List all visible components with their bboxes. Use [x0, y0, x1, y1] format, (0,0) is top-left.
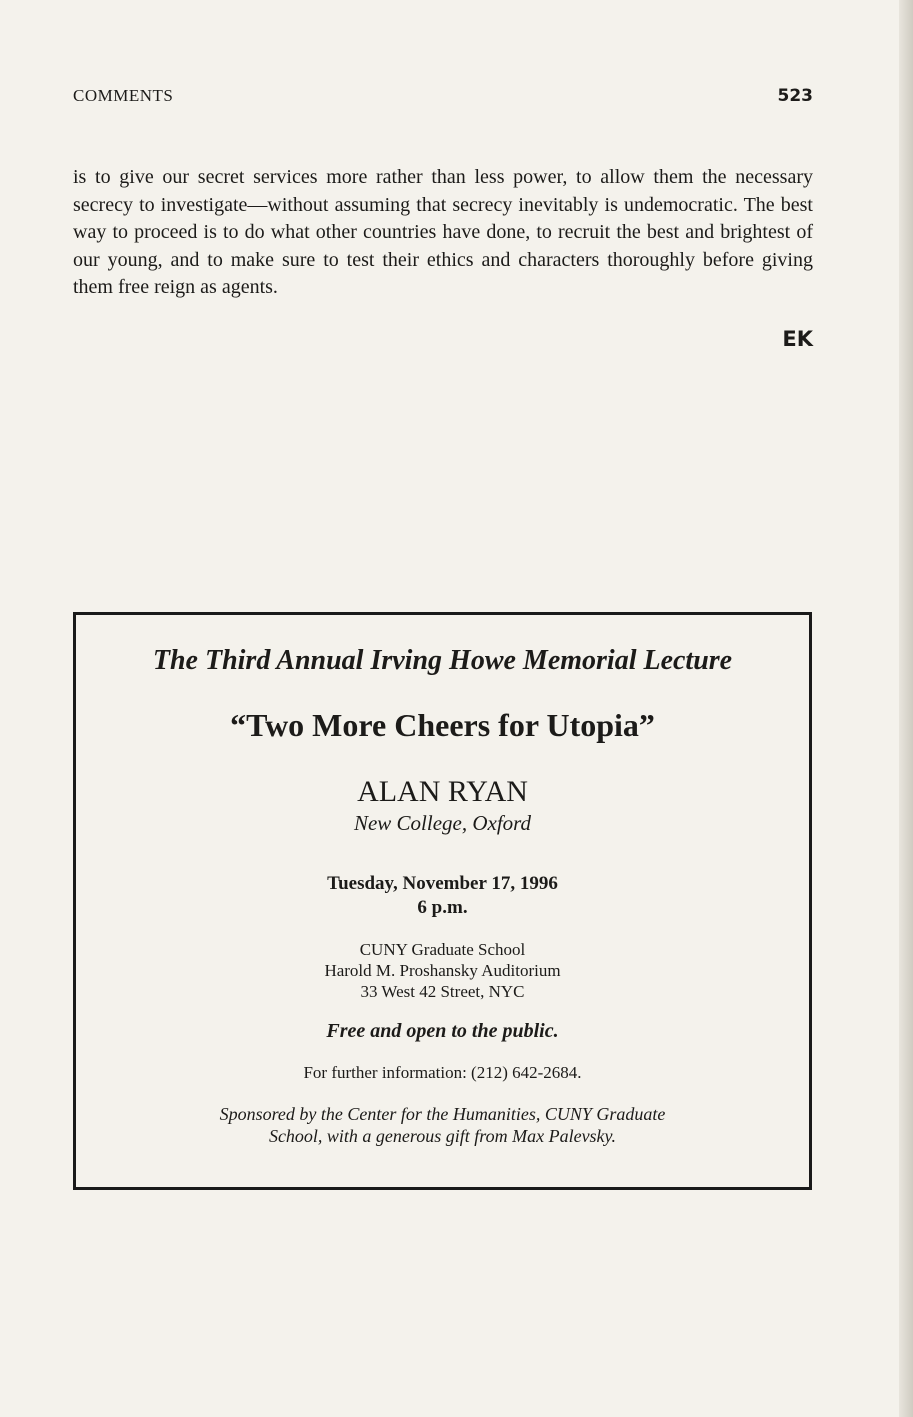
venue-line: Harold M. Proshansky Auditorium	[324, 961, 561, 980]
running-head: COMMENTS	[73, 86, 174, 105]
speaker-name: ALAN RYAN	[357, 775, 528, 808]
speaker-affiliation: New College, Oxford	[353, 811, 532, 835]
lecture-announcement-box	[73, 612, 812, 1190]
author-initials: EK	[782, 327, 813, 351]
venue-line: 33 West 42 Street, NYC	[360, 982, 525, 1001]
sponsor-line: School, with a generous gift from Max Palevsky.	[268, 1126, 617, 1146]
lecture-time: 6 p.m.	[417, 897, 468, 918]
page-header	[73, 86, 813, 110]
body-paragraph: is to give our secret services more rather than less power, to allow them the necessary secrecy to investigate—without assuming that secrecy inevitably is undemocratic. The best way to proceed is to do what other countries have done, to recruit the best and brightest of our young, and to make sure to test their ethics and characters thoroughly before giving them free reign as agents.	[73, 166, 813, 298]
lecture-series-title: The Third Annual Irving Howe Memorial Lecture	[152, 645, 733, 676]
page-spine-shadow	[899, 0, 913, 1417]
sponsor-line: Sponsored by the Center for the Humanities, CUNY Graduate	[219, 1104, 666, 1124]
lecture-date: Tuesday, November 17, 1996	[327, 873, 558, 894]
venue-line: CUNY Graduate School	[359, 940, 526, 959]
contact-info: For further information: (212) 642-2684.	[303, 1063, 582, 1082]
lecture-title: “Two More Cheers for Utopia”	[230, 707, 655, 743]
admission-note: Free and open to the public.	[326, 1020, 559, 1042]
page-number: 523	[777, 86, 813, 106]
